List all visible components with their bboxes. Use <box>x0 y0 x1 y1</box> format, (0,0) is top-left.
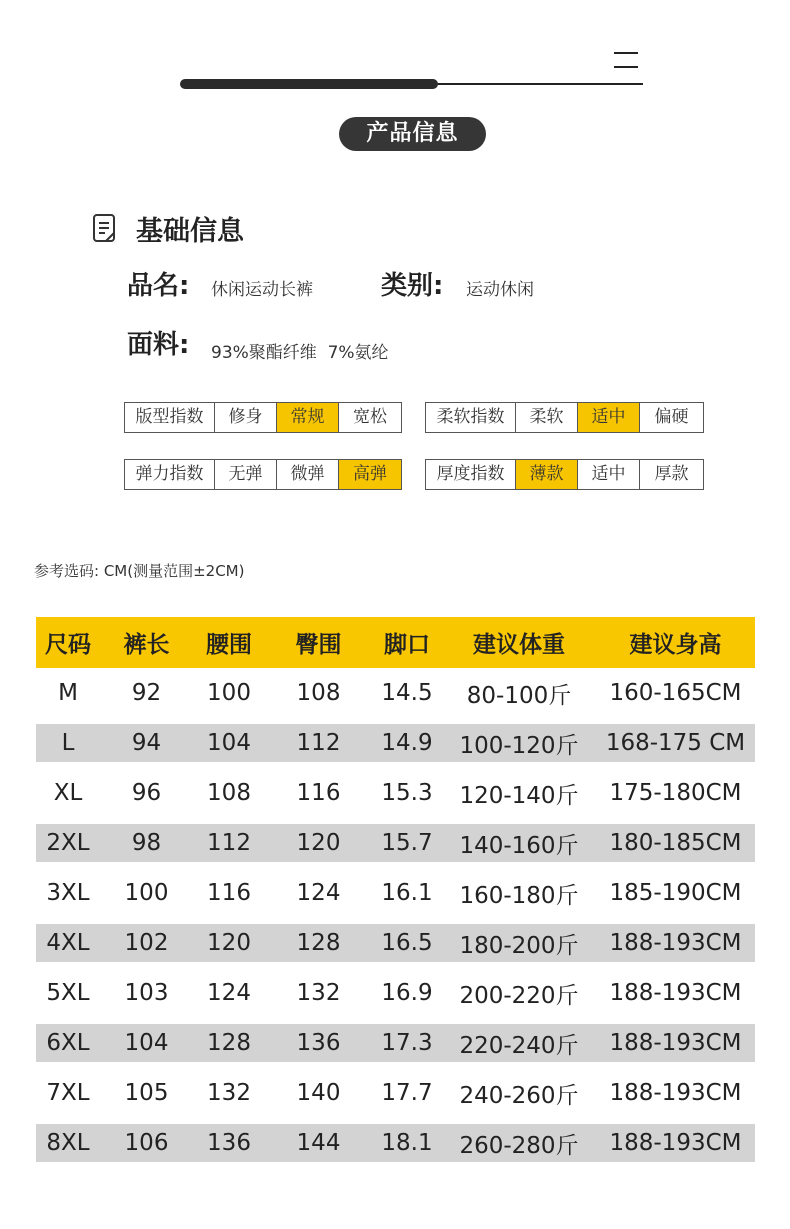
table-cell: 220-240斤 <box>459 1032 579 1059</box>
table-cell: 4XL <box>46 930 90 956</box>
table-cell: 144 <box>296 1130 341 1156</box>
document-icon <box>92 213 118 243</box>
table-row <box>36 1068 755 1118</box>
table-cell: 116 <box>296 780 341 806</box>
index-option-selected: 适中 <box>578 403 640 432</box>
fit-index-table <box>124 402 402 433</box>
index-name: 版型指数 <box>125 403 215 432</box>
table-cell: 175-180CM <box>609 780 742 806</box>
table-cell: 185-190CM <box>609 880 742 906</box>
table-row <box>36 668 755 718</box>
table-cell: 180-185CM <box>609 830 742 856</box>
size-table <box>36 617 755 1168</box>
table-cell: 100 <box>124 880 169 906</box>
table-cell: 16.5 <box>381 930 433 956</box>
index-option: 修身 <box>215 403 277 432</box>
table-cell: 18.1 <box>381 1130 433 1156</box>
header-accent-bar <box>180 79 438 89</box>
elasticity-index-table <box>124 459 402 490</box>
table-row <box>36 724 755 762</box>
table-cell: 14.5 <box>381 680 433 706</box>
table-cell: 102 <box>124 930 169 956</box>
table-cell: 128 <box>207 1030 251 1056</box>
table-row <box>36 1124 755 1162</box>
table-cell: 136 <box>207 1130 251 1156</box>
table-cell: 188-193CM <box>609 1080 742 1106</box>
table-cell: 160-165CM <box>609 680 742 706</box>
table-cell: 112 <box>296 730 341 756</box>
table-cell: 96 <box>131 780 162 806</box>
table-cell: 160-180斤 <box>459 882 579 909</box>
size-table-body <box>36 668 755 1162</box>
table-cell: 132 <box>296 980 341 1006</box>
table-cell: 80-100斤 <box>466 682 572 709</box>
header-cell: 臀围 <box>295 632 342 658</box>
table-cell: 3XL <box>46 880 90 906</box>
index-option: 微弹 <box>277 460 339 489</box>
index-option-selected: 高弹 <box>339 460 401 489</box>
table-row <box>36 968 755 1018</box>
table-cell: 15.3 <box>381 780 433 806</box>
table-cell: 106 <box>124 1130 169 1156</box>
table-cell: 120 <box>296 830 341 856</box>
table-cell: 8XL <box>46 1130 90 1156</box>
table-cell: 104 <box>124 1030 169 1056</box>
table-cell: 16.9 <box>381 980 433 1006</box>
fabric-label: 面料: <box>127 330 190 360</box>
table-cell: 15.7 <box>381 830 433 856</box>
table-cell: 124 <box>207 980 251 1006</box>
index-option: 偏硬 <box>654 407 689 427</box>
product-name-value: 休闲运动长裤 <box>211 280 313 300</box>
table-cell: 105 <box>124 1080 169 1106</box>
table-cell: 260-280斤 <box>459 1132 579 1159</box>
table-row <box>36 824 755 862</box>
size-note: 参考选码: CM(测量范围±2CM) <box>34 562 245 580</box>
table-cell: 5XL <box>46 980 90 1006</box>
table-cell: 124 <box>296 880 341 906</box>
table-cell: 132 <box>207 1080 251 1106</box>
table-cell: 200-220斤 <box>459 982 579 1009</box>
softness-index-table <box>425 402 704 433</box>
table-cell: 100-120斤 <box>459 732 579 759</box>
index-option: 无弹 <box>215 460 277 489</box>
table-cell: 188-193CM <box>609 1130 742 1156</box>
table-cell: 136 <box>296 1030 341 1056</box>
index-option-selected: 薄款 <box>516 460 578 489</box>
table-cell: 188-193CM <box>609 930 742 956</box>
table-cell: 14.9 <box>381 730 433 756</box>
product-name-label: 品名: <box>127 271 190 301</box>
table-cell: 128 <box>296 930 341 956</box>
table-cell: 120 <box>207 930 251 956</box>
table-cell: 116 <box>207 880 251 906</box>
table-cell: 6XL <box>46 1030 90 1056</box>
table-cell: 108 <box>296 680 341 706</box>
header-cell: 建议身高 <box>629 632 722 658</box>
fabric-value: 93%聚酯纤维 7%氨纶 <box>211 343 389 363</box>
thickness-index-table <box>425 459 704 490</box>
product-info-badge: 产品信息 <box>339 117 486 151</box>
table-cell: 98 <box>131 830 162 856</box>
category-value: 运动休闲 <box>466 280 534 300</box>
index-name: 弹力指数 <box>125 460 215 489</box>
category-label: 类别: <box>381 271 444 301</box>
menu-lines-icon <box>614 52 638 68</box>
table-cell: 140 <box>296 1080 341 1106</box>
table-cell: 112 <box>207 830 251 856</box>
table-cell: XL <box>53 780 83 806</box>
header-cell: 建议体重 <box>473 632 565 658</box>
table-cell: 100 <box>207 680 251 706</box>
index-option: 柔软 <box>516 403 578 432</box>
table-cell: 180-200斤 <box>459 932 579 959</box>
index-option: 厚款 <box>654 464 689 484</box>
index-option: 宽松 <box>353 407 387 427</box>
table-row <box>36 868 755 918</box>
table-cell: 188-193CM <box>609 980 742 1006</box>
index-name: 柔软指数 <box>426 403 516 432</box>
table-cell: 7XL <box>46 1080 90 1106</box>
table-cell: 2XL <box>46 830 90 856</box>
table-cell: 94 <box>131 730 162 756</box>
header-cell: 脚口 <box>384 632 430 658</box>
table-cell: 17.3 <box>381 1030 433 1056</box>
table-row <box>36 924 755 962</box>
table-cell: 104 <box>207 730 251 756</box>
table-cell: 92 <box>131 680 162 706</box>
header-cell: 腰围 <box>206 632 252 658</box>
header-cell: 裤长 <box>123 632 170 658</box>
table-cell: L <box>61 730 75 756</box>
table-cell: 120-140斤 <box>459 782 579 809</box>
index-option-selected: 常规 <box>277 403 339 432</box>
table-cell: 140-160斤 <box>459 832 579 859</box>
header-cell: 尺码 <box>45 632 91 658</box>
index-option: 适中 <box>578 460 640 489</box>
table-row <box>36 1024 755 1062</box>
section-title: 基础信息 <box>136 216 244 247</box>
table-cell: 168-175 CM <box>605 730 746 756</box>
table-cell: 17.7 <box>381 1080 433 1106</box>
size-table-header <box>36 617 755 668</box>
table-cell: 108 <box>207 780 251 806</box>
table-cell: 188-193CM <box>609 1030 742 1056</box>
table-cell: 240-260斤 <box>459 1082 579 1109</box>
index-name: 厚度指数 <box>426 460 516 489</box>
table-cell: M <box>58 680 78 706</box>
table-cell: 103 <box>124 980 169 1006</box>
table-cell: 16.1 <box>381 880 433 906</box>
table-row <box>36 768 755 818</box>
